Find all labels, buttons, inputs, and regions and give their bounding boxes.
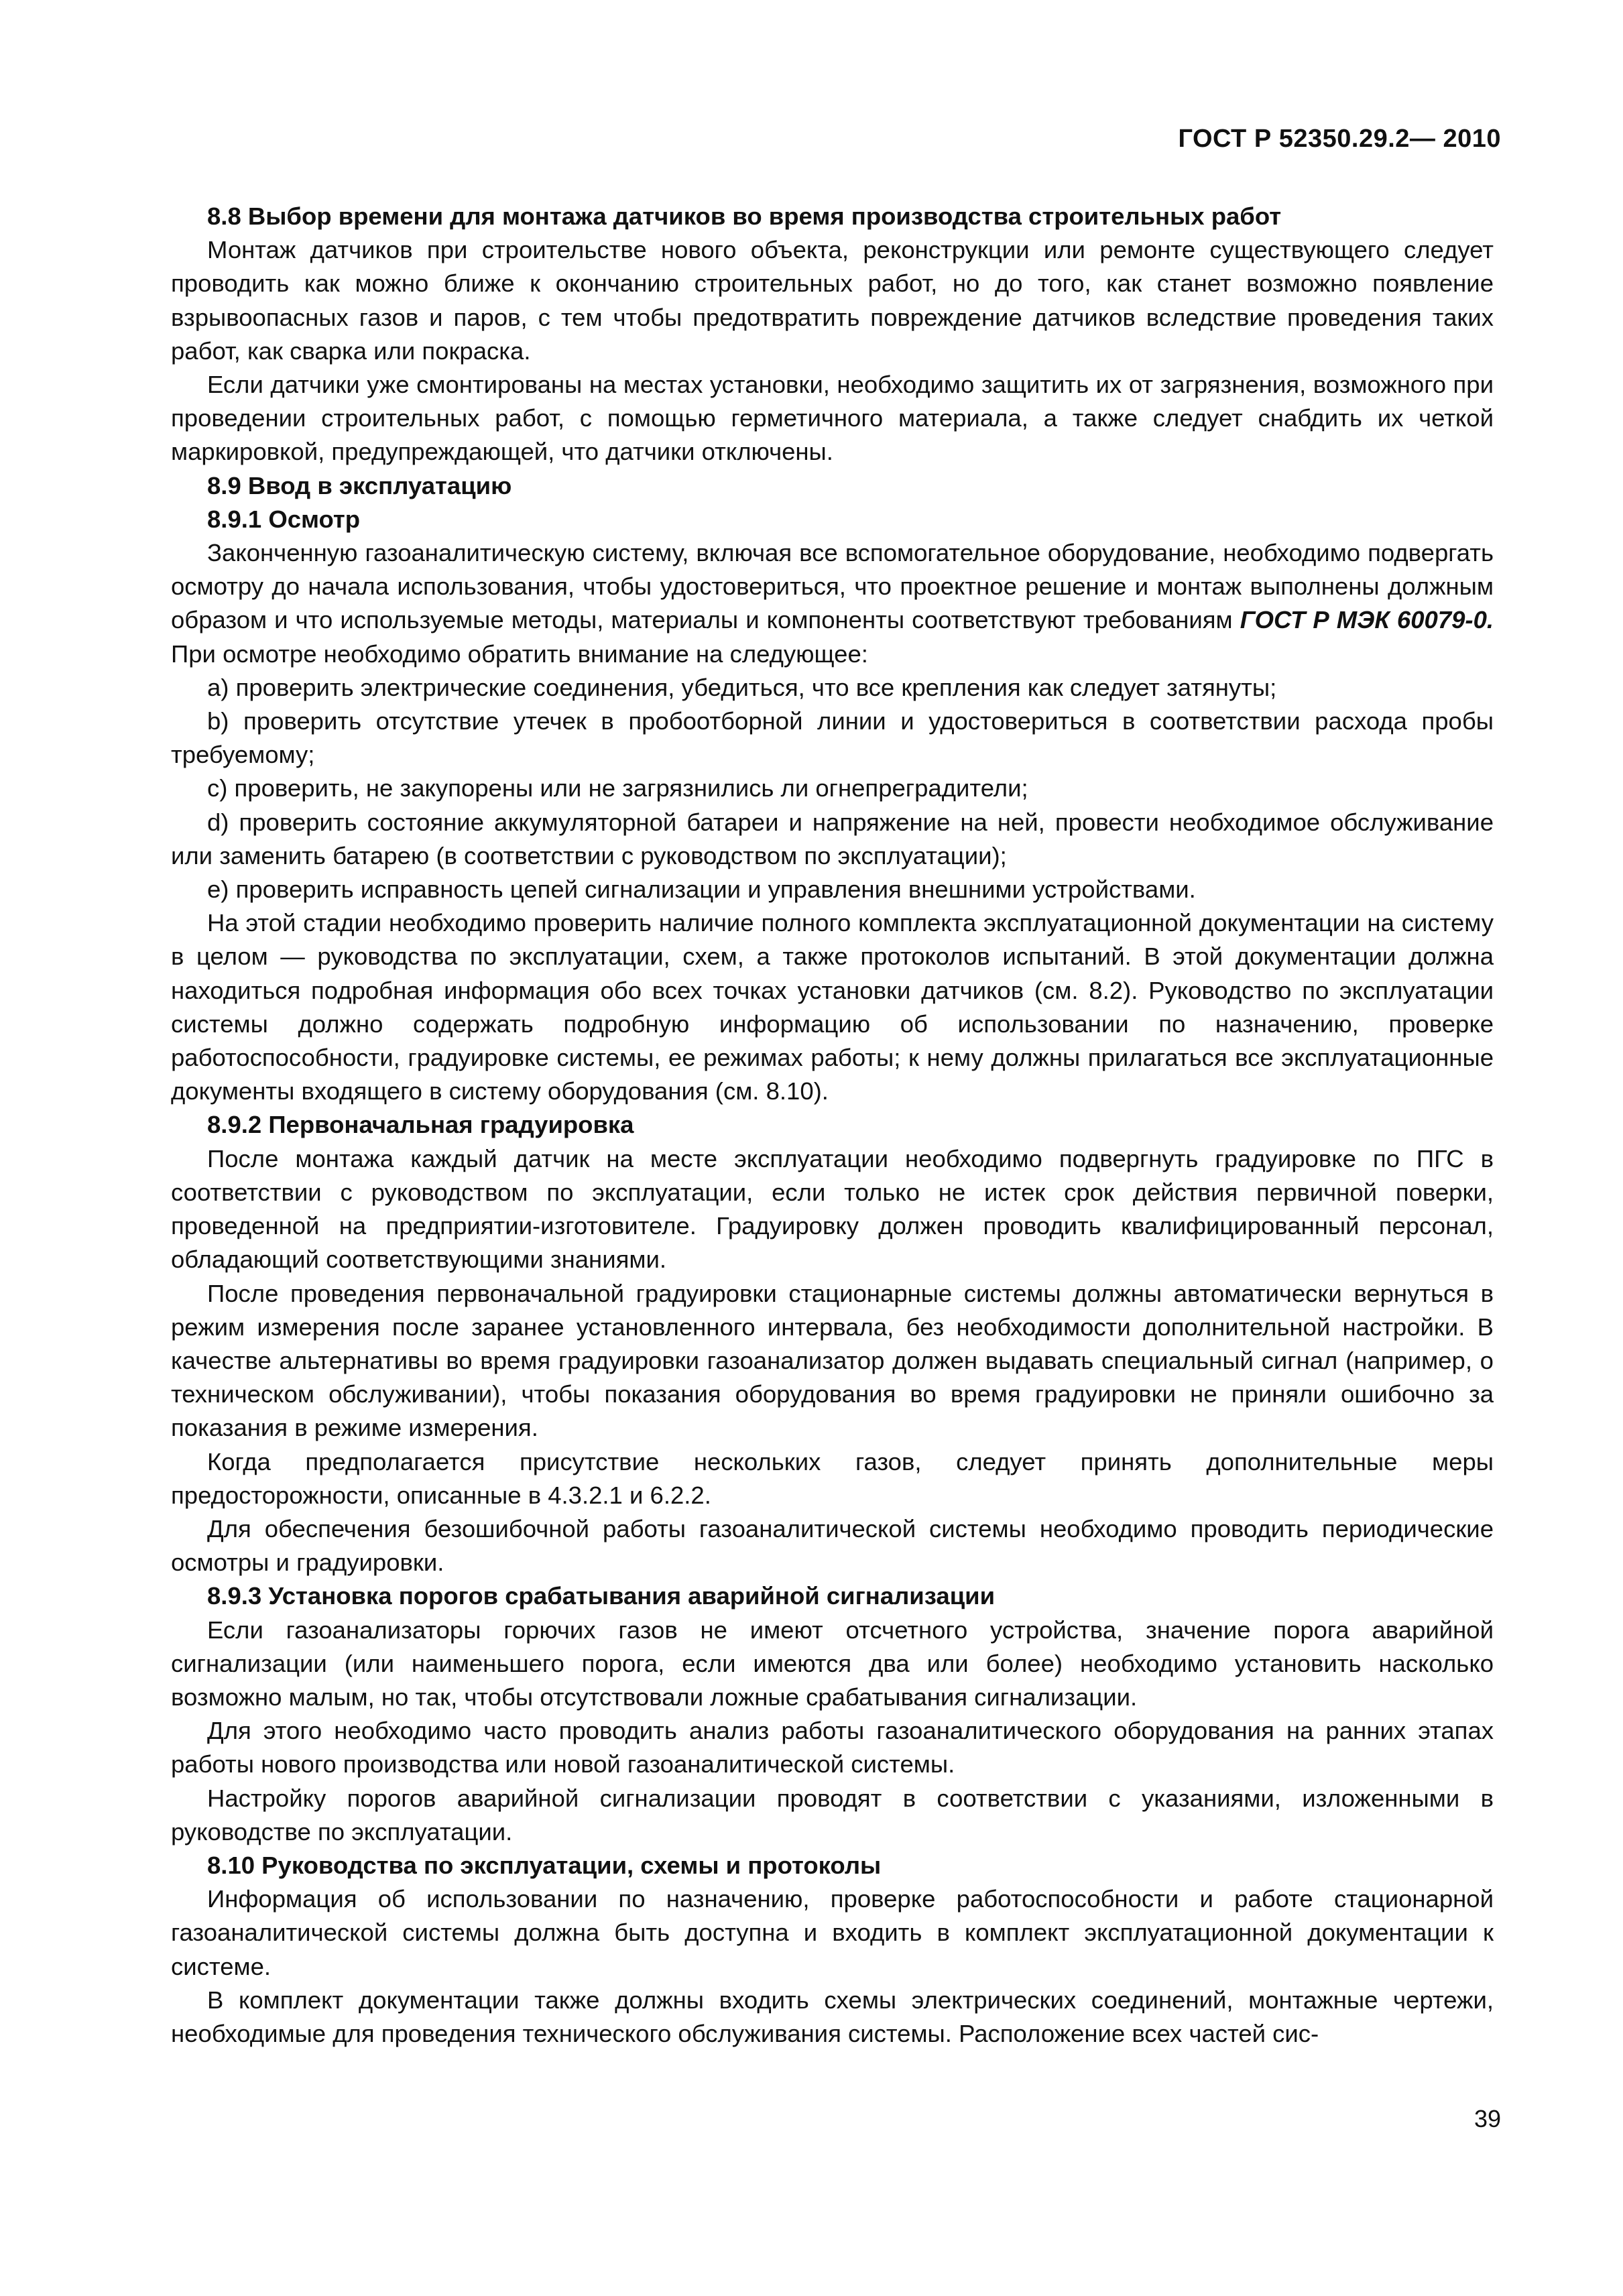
paragraph: После проведения первоначальной градуировки стационарные системы должны автоматически вернуться в режим измерения после заранее установленного интервала, без необходимости дополнительной настройки. В качестве альтернативы во время градуировки газоанализатор должен выдавать специальный сигнал (например, о техническом обслуживании), чтобы показания оборудования во время градуировки не приняли ошибочно за показания в режиме измерения.	[171, 1279, 1494, 1442]
paragraph-text: Законченную газоаналитическую систему, включая все вспомогательное оборудование, необходимо подвергать осмотру до начала использования, чтобы удостовериться, что проектное решение и монтаж выполнены должным образом и что используемые методы, материалы и компоненты соответствуют требованиям	[171, 539, 1494, 634]
section-8-9-heading: 8.9 Ввод в эксплуатацию	[207, 471, 512, 499]
paragraph	[171, 536, 1494, 671]
section-8-9-2-heading: 8.9.2 Первоначальная градуировка	[207, 1111, 634, 1139]
paragraph: Если датчики уже смонтированы на местах установки, необходимо защитить их от загрязнения, возможного при проведении строительных работ, с помощью герметичного материала, а также следует снабдить их четкой маркировкой, предупреждающей, что датчики отключены.	[171, 371, 1494, 466]
section-8-10-heading: 8.10 Руководства по эксплуатации, схемы и протоколы	[207, 1851, 882, 1879]
standard-header: ГОСТ Р 52350.29.2— 2010	[1178, 125, 1501, 153]
paragraph: На этой стадии необходимо проверить наличие полного комплекта эксплуатационной документации на систему в целом — руководства по эксплуатации, схем, а также протоколов испытаний. В этой документации должна находиться подробная информация обо всех точках установки датчиков (см. 8.2). Руководство по эксплуатации системы должно содержать подробную информацию об использовании по назначению, проверке работоспособности, градуировке системы, ее режимах работы; к нему должны прилагаться все эксплуатационные документы входящего в систему оборудования (см. 8.10).	[171, 909, 1494, 1105]
paragraph: После монтажа каждый датчик на месте эксплуатации необходимо подвергнуть градуировке по ПГС в соответствии с руководством по эксплуатации, если только не истек срок действия первичной поверки, проведенной на предприятии-изготовителе. Градуировку должен проводить квалифицированный персонал, обладающий соответствующими знаниями.	[171, 1144, 1494, 1274]
section-8-8-heading: 8.8 Выбор времени для монтажа датчиков во время производства строительных работ	[207, 202, 1282, 230]
paragraph: Монтаж датчиков при строительстве нового объекта, реконструкции или ремонте существующего следует проводить как можно ближе к окончанию строительных работ, но до того, как станет возможно появление взрывоопасных газов и паров, с тем чтобы предотвратить повреждение датчиков вследствие проведения таких работ, как сварка или покраска.	[171, 236, 1494, 365]
section-8-9-3-heading: 8.9.3 Установка порогов срабатывания аварийной сигнализации	[207, 1582, 996, 1610]
paragraph: Для обеспечения безошибочной работы газоаналитической системы необходимо проводить периодические осмотры и градуировки.	[171, 1514, 1494, 1577]
paragraph: В комплект документации также должны входить схемы электрических соединений, монтажные чертежи, необходимые для проведения технического обслуживания системы. Расположение всех частей сис-	[171, 1986, 1494, 2047]
page-number: 39	[1474, 2105, 1501, 2132]
list-item-b: b) проверить отсутствие утечек в пробоотборной линии и удостовериться в соответствии расхода пробы требуемому;	[171, 707, 1494, 769]
paragraph: Когда предполагается присутствие нескольких газов, следует принять дополнительные меры предосторожности, описанные в 4.3.2.1 и 6.2.2.	[171, 1447, 1494, 1509]
paragraph-text: При осмотре необходимо обратить внимание на следующее:	[171, 640, 868, 668]
list-item-d: d) проверить состояние аккумуляторной батареи и напряжение на ней, провести необходимое обслуживание или заменить батарею (в соответствии с руководством по эксплуатации);	[171, 808, 1494, 869]
list-item-e: е) проверить исправность цепей сигнализации и управления внешними устройствами.	[207, 875, 1196, 904]
paragraph: Настройку порогов аварийной сигнализации проводят в соответствии с указаниями, изложенными в руководстве по эксплуатации.	[171, 1784, 1494, 1846]
standard-reference: ГОСТ Р МЭК 60079-0.	[1240, 606, 1494, 634]
list-item-a: а) проверить электрические соединения, убедиться, что все крепления как следует затянуты;	[207, 673, 1277, 701]
paragraph: Если газоанализаторы горючих газов не имеют отсчетного устройства, значение порога аварийной сигнализации (или наименьшего порога, если имеются два или более) необходимо установить насколько возможно малым, но так, чтобы отсутствовали ложные срабатывания сигнализации.	[171, 1616, 1494, 1711]
paragraph: Для этого необходимо часто проводить анализ работы газоаналитического оборудования на ранних этапах работы нового производства или новой газоаналитической системы.	[171, 1717, 1494, 1778]
document-body	[171, 200, 1494, 2051]
paragraph: Информация об использовании по назначению, проверке работоспособности и работе стационарной газоаналитической системы должна быть доступна и входить в комплект эксплуатационной документации к системе.	[171, 1885, 1494, 1980]
section-8-9-1-heading: 8.9.1 Осмотр	[207, 505, 361, 533]
list-item-c: с) проверить, не закупорены или не загрязнились ли огнепреградители;	[207, 774, 1028, 802]
